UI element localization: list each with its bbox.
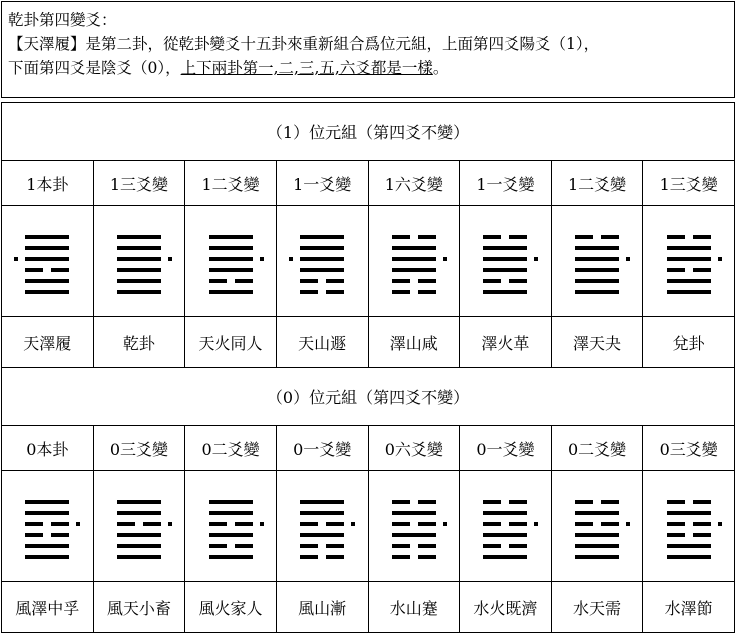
yin-line [25,268,69,272]
hexagram-name: 水天需 [551,582,643,633]
hexagram-name: 風澤中孚 [2,582,94,633]
section-title: （0）位元組（第四爻不變） [2,368,735,426]
fourth-line-marker [14,257,18,261]
yang-line [25,544,69,548]
hexagram-cell [460,471,552,582]
yin-line [209,544,253,548]
yang-line [209,511,253,515]
yang-line [392,246,436,250]
yin-line [483,522,527,526]
hexagram-label: 0本卦 [2,426,94,471]
yang-line [117,533,161,537]
yang-line [575,279,619,283]
hexagram-figure [483,497,527,563]
hexagram-figure [392,232,436,298]
hexagram-cell [185,206,277,317]
yang-line [300,257,344,261]
hexagram-name: 天山遯 [276,317,368,368]
yang-line [483,290,527,294]
hexagram-label: 1三爻變 [93,161,185,206]
yang-line [209,290,253,294]
hexagram-figure [575,232,619,298]
hexagram-label: 0二爻變 [551,426,643,471]
fourth-line-marker [718,257,722,261]
hexagram-figure [25,232,69,298]
hexagram-cell [276,471,368,582]
yang-line [483,511,527,515]
hexagram-label: 1一爻變 [276,161,368,206]
yang-line [209,246,253,250]
yang-line [392,533,436,537]
hexagram-cell [185,471,277,582]
hexagram-figure [25,497,69,563]
hexagram-cell [93,471,185,582]
hexagram-name: 風火家人 [185,582,277,633]
yang-line [25,511,69,515]
yang-line [575,555,619,559]
yang-line [483,246,527,250]
yin-line [392,555,436,559]
hexagram-cell [276,206,368,317]
hexagram-name: 乾卦 [93,317,185,368]
hexagram-name: 水山蹇 [368,582,460,633]
hexagram-label: 0六爻變 [368,426,460,471]
yin-line [392,500,436,504]
hexagram-name: 風山漸 [276,582,368,633]
yin-line [300,290,344,294]
yin-line [300,522,344,526]
hexagram-name: 天火同人 [185,317,277,368]
yang-line [117,246,161,250]
yang-line [667,257,711,261]
intro-line-2: 【天澤履】是第二卦，從乾卦變爻十五卦來重新組合爲位元組，上面第四爻陽爻（1）， [8,35,600,53]
yin-line [667,533,711,537]
yang-line [209,555,253,559]
yang-line [575,544,619,548]
hexagram-cell [368,471,460,582]
intro-line-3-prefix: 下面第四爻是陰爻（0）， [8,59,181,77]
yin-line [483,500,527,504]
hexagram-figure [575,497,619,563]
yang-line [300,268,344,272]
yang-line [392,511,436,515]
hexagram-figure [300,232,344,298]
hexagram-cell [551,471,643,582]
yang-line [575,268,619,272]
yin-line [392,235,436,239]
yang-line [667,246,711,250]
yang-line [25,257,69,261]
hexagram-label: 1六爻變 [368,161,460,206]
yang-line [209,268,253,272]
yang-line [392,268,436,272]
hexagram-cell [643,471,735,582]
yin-line [575,522,619,526]
hexagram-cell [643,206,735,317]
intro-text [1,1,735,98]
fourth-line-marker [534,257,538,261]
yang-line [575,511,619,515]
yin-line [392,290,436,294]
yin-line [667,522,711,526]
yang-line [209,235,253,239]
yang-line [575,257,619,261]
fourth-line-marker [351,522,355,526]
hexagram-label: 1二爻變 [185,161,277,206]
hexagram-figure [483,232,527,298]
yang-line [483,268,527,272]
hexagram-label: 0三爻變 [643,426,735,471]
yin-line [575,235,619,239]
yang-line [209,257,253,261]
hexagram-figure [209,497,253,563]
yang-line [300,235,344,239]
hexagram-figure [209,232,253,298]
fourth-line-marker [626,522,630,526]
yang-line [667,511,711,515]
yang-line [300,246,344,250]
hexagram-name: 水火既濟 [460,582,552,633]
hexagram-name: 澤火革 [460,317,552,368]
yang-line [117,235,161,239]
yang-line [117,279,161,283]
hexagram-cell [368,206,460,317]
yang-line [300,500,344,504]
hexagram-figure [300,497,344,563]
yin-line [667,235,711,239]
hexagram-label: 1二爻變 [551,161,643,206]
hexagram-label: 1一爻變 [460,161,552,206]
yang-line [117,555,161,559]
yang-line [667,544,711,548]
yin-line [392,522,436,526]
yang-line [483,533,527,537]
yin-line [300,555,344,559]
yin-line [667,268,711,272]
hexagram-name: 風天小畜 [93,582,185,633]
yin-line [25,522,69,526]
hexagram-label: 0一爻變 [276,426,368,471]
fourth-line-marker [168,257,172,261]
yang-line [483,555,527,559]
yin-line [300,544,344,548]
yin-line [575,500,619,504]
yin-line [483,235,527,239]
yang-line [667,279,711,283]
hexagram-name: 兌卦 [643,317,735,368]
yin-line [117,522,161,526]
hexagram-figure [667,232,711,298]
hexagram-label: 1本卦 [2,161,94,206]
intro-line-1: 乾卦第四變爻： [8,11,117,29]
hexagram-name: 澤山咸 [368,317,460,368]
yin-line [667,500,711,504]
hexagram-cell [2,206,94,317]
yang-line [117,500,161,504]
yang-line [117,511,161,515]
yang-line [483,257,527,261]
hexagram-label: 0三爻變 [93,426,185,471]
hexagram-name: 水澤節 [643,582,735,633]
yin-line [25,533,69,537]
yin-line [209,279,253,283]
yang-line [25,246,69,250]
yang-line [300,511,344,515]
hexagram-label: 0二爻變 [185,426,277,471]
hexagram-name: 天澤履 [2,317,94,368]
hexagram-cell [93,206,185,317]
yang-line [25,279,69,283]
fourth-line-marker [260,257,264,261]
section-title: （1）位元組（第四爻不變） [2,103,735,161]
intro-line-3-underlined: 上下兩卦第一,二,三,五,六爻都是一樣 [180,59,433,77]
yin-line [209,522,253,526]
hexagram-cell [2,471,94,582]
yang-line [117,257,161,261]
hexagram-name: 澤天夬 [551,317,643,368]
yang-line [209,533,253,537]
hexagram-label: 0一爻變 [460,426,552,471]
fourth-line-marker [260,522,264,526]
hexagram-label: 1三爻變 [643,161,735,206]
yang-line [25,555,69,559]
hexagram-cell [460,206,552,317]
fourth-line-marker [168,522,172,526]
yin-line [483,544,527,548]
fourth-line-marker [289,257,293,261]
yang-line [300,533,344,537]
yang-line [575,290,619,294]
yin-line [300,279,344,283]
fourth-line-marker [718,522,722,526]
fourth-line-marker [534,522,538,526]
yin-line [483,279,527,283]
intro-line-3-suffix: 。 [432,59,449,77]
yang-line [117,290,161,294]
hexagram-figure [667,497,711,563]
fourth-line-marker [443,257,447,261]
yang-line [667,555,711,559]
fourth-line-marker [626,257,630,261]
hexagram-table [1,102,735,633]
yin-line [392,279,436,283]
yang-line [575,246,619,250]
yang-line [667,290,711,294]
yin-line [392,544,436,548]
yang-line [25,290,69,294]
intro-line-3 [8,56,728,80]
yang-line [392,257,436,261]
hexagram-cell [551,206,643,317]
hexagram-figure [392,497,436,563]
yang-line [117,544,161,548]
yang-line [25,500,69,504]
yang-line [575,533,619,537]
hexagram-figure [117,232,161,298]
fourth-line-marker [76,522,80,526]
yang-line [209,500,253,504]
hexagram-figure [117,497,161,563]
fourth-line-marker [443,522,447,526]
yang-line [25,235,69,239]
yang-line [117,268,161,272]
